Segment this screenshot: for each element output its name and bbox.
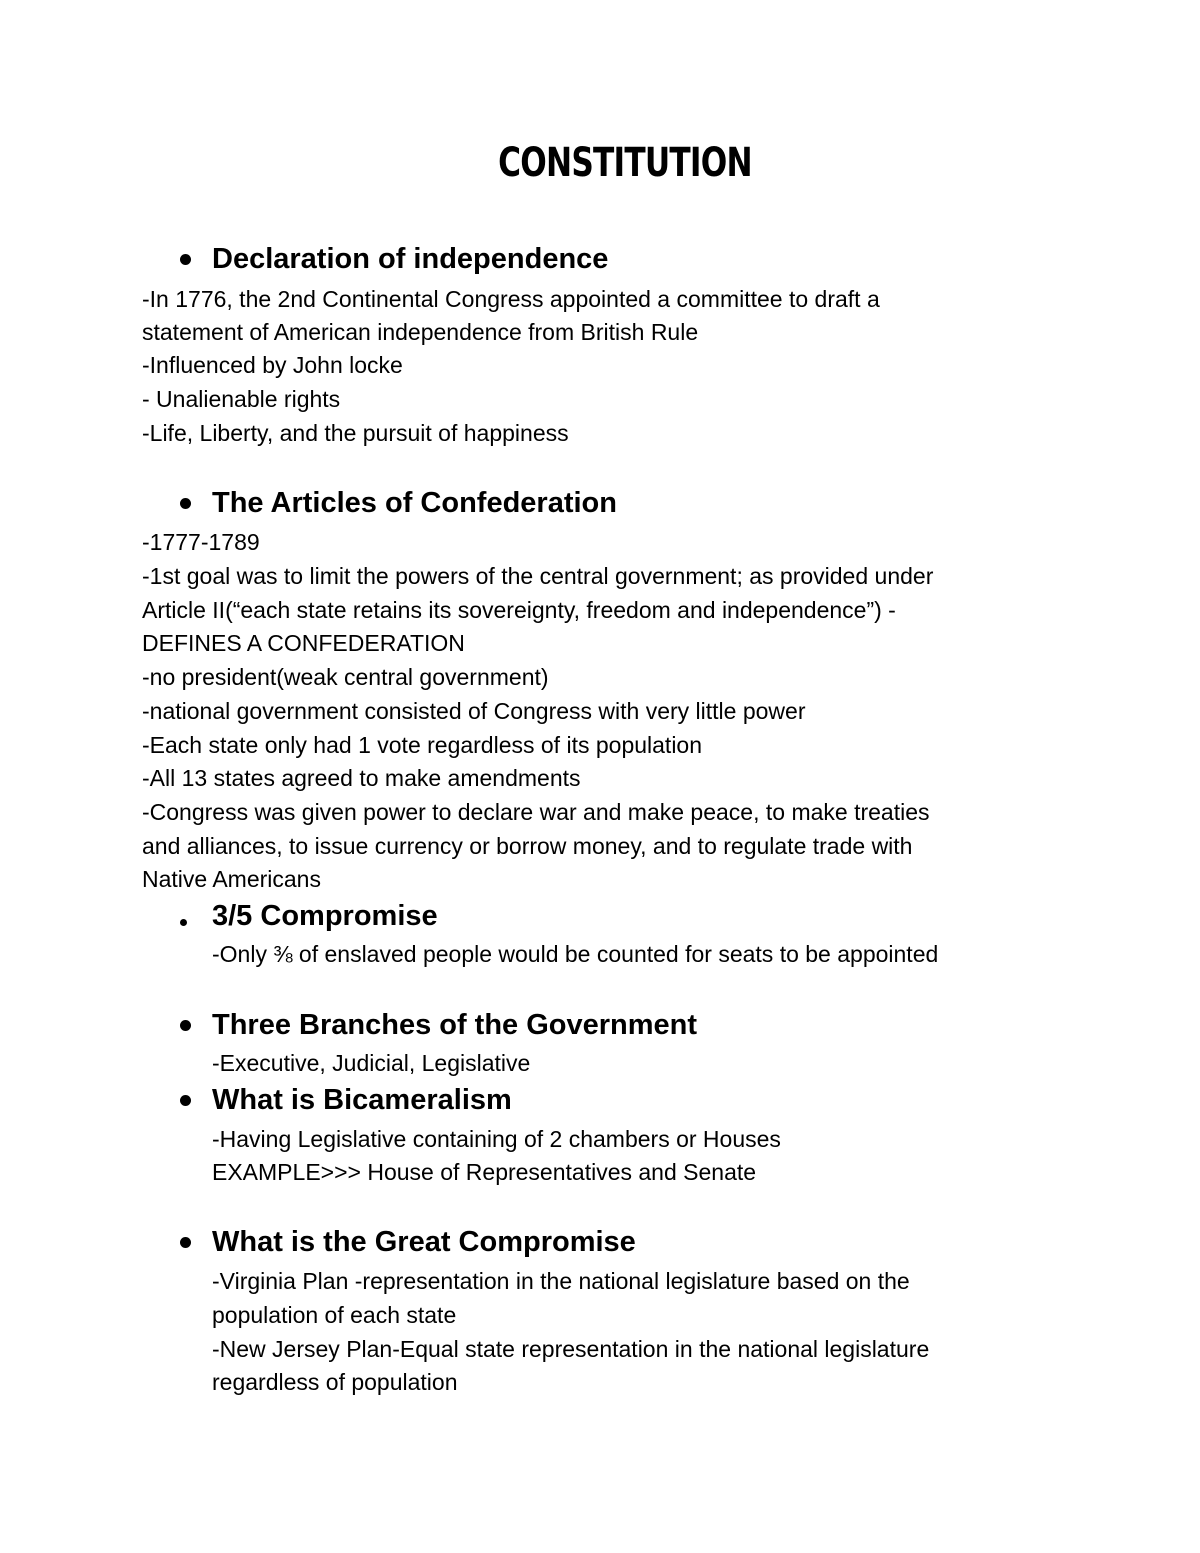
section-heading: What is the Great Compromise xyxy=(212,1226,636,1258)
section-line: and alliances, to issue currency or borrow money, and to regulate trade with xyxy=(142,833,913,859)
section-line: Native Americans xyxy=(142,866,321,892)
bullet-icon xyxy=(180,1020,191,1031)
section-line: -New Jersey Plan-Equal state representation in the national legislature xyxy=(212,1336,930,1362)
section-line: -national government consisted of Congress with very little power xyxy=(142,698,806,724)
section-line: DEFINES A CONFEDERATION xyxy=(142,630,465,656)
section-line: -1st goal was to limit the powers of the central government; as provided under xyxy=(142,563,934,589)
section-line: Article II(“each state retains its sovereignty, freedom and independence”) - xyxy=(142,597,896,623)
bullet-icon xyxy=(180,919,187,926)
section-line: - Unalienable rights xyxy=(142,386,341,412)
section-line: -Each state only had 1 vote regardless of its population xyxy=(142,732,703,758)
section-line: -Congress was given power to declare war and make peace, to make treaties xyxy=(142,799,930,825)
section-line: -Life, Liberty, and the pursuit of happiness xyxy=(142,420,569,446)
section-line: regardless of population xyxy=(212,1369,458,1395)
section-line: statement of American independence from British Rule xyxy=(142,319,699,345)
section-line: -Virginia Plan -representation in the national legislature based on the xyxy=(212,1268,910,1294)
section-heading: 3/5 Compromise xyxy=(212,900,438,932)
section-line: population of each state xyxy=(212,1302,457,1328)
section-line: EXAMPLE>>> House of Representatives and Senate xyxy=(212,1159,757,1185)
section-line: -In 1776, the 2nd Continental Congress appointed a committee to draft a xyxy=(142,286,880,312)
section-heading: What is Bicameralism xyxy=(212,1084,512,1116)
bullet-icon xyxy=(180,1237,191,1248)
section-line: -All 13 states agreed to make amendments xyxy=(142,765,581,791)
bullet-icon xyxy=(180,254,191,265)
bullet-icon xyxy=(180,498,191,509)
section-line: -Having Legislative containing of 2 chambers or Houses xyxy=(212,1126,781,1152)
section-heading: The Articles of Confederation xyxy=(212,487,617,519)
section-line: -no president(weak central government) xyxy=(142,664,549,690)
section-line: -Only ⅜ of enslaved people would be counted for seats to be appointed xyxy=(212,941,939,967)
document-title: CONSTITUTION xyxy=(498,140,752,186)
section-line: -1777-1789 xyxy=(142,529,260,555)
section-heading: Three Branches of the Government xyxy=(212,1009,698,1041)
section-line: -Influenced by John locke xyxy=(142,352,403,378)
section-line: -Executive, Judicial, Legislative xyxy=(212,1050,531,1076)
bullet-icon xyxy=(180,1095,191,1106)
section-heading: Declaration of independence xyxy=(212,243,609,275)
